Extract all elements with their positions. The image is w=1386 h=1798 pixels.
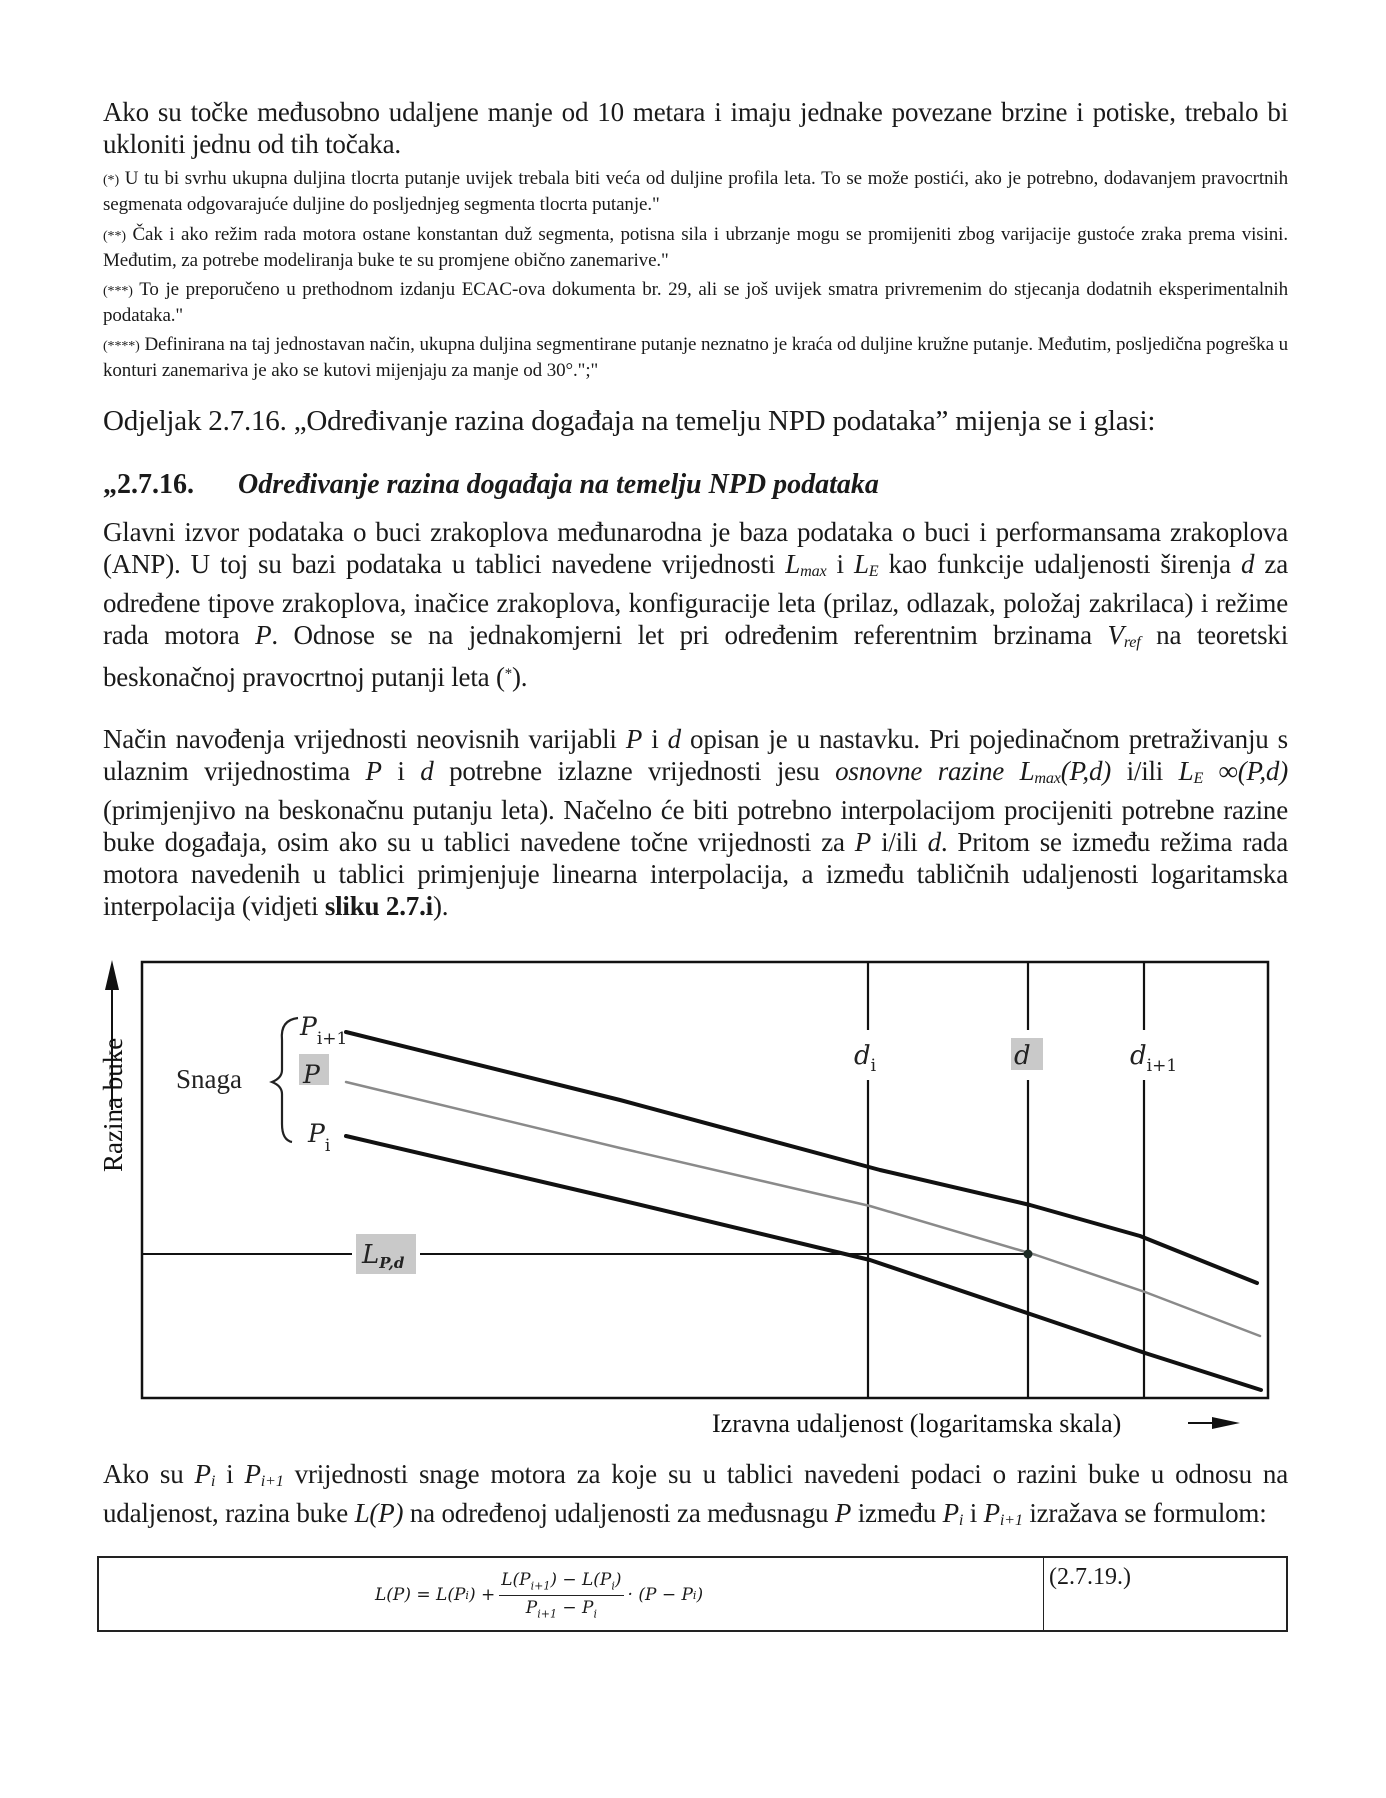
text-run: Ako su — [103, 1459, 195, 1489]
var-p: P — [834, 1498, 852, 1528]
text-run: između — [851, 1498, 943, 1528]
text-run: i/ili — [871, 827, 928, 857]
text-run: (primjenjivo na beskonačnu putanju leta). Načelno će biti potrebno interpolacijom procijeniti potrebne razine buke događaja, osim ako su u tablici navedene točne vrijednosti za — [103, 795, 1288, 857]
text-run: izražava se formulom: — [1022, 1498, 1267, 1528]
footnote-text: To je preporučeno u prethodnom izdanju ECAC-ova dokumenta br. 29, ali se još uvijek smatra privremenim do stjecanja dodatnih eksperimentalnih podataka." — [103, 279, 1288, 326]
var-sub: max — [1034, 769, 1061, 787]
var-d: d — [667, 724, 681, 754]
table-divider — [1043, 1558, 1044, 1630]
text-run-italic: osnovne razine — [835, 756, 1020, 786]
text-run: i — [826, 549, 854, 579]
formula-sub: i+1 — [530, 1579, 551, 1593]
figure-reference: sliku 2.7.i — [324, 891, 433, 921]
text-run: . Odnose se na jednakomjerni let pri određenim referentnim brzinama — [271, 620, 1108, 650]
formula-sub: i — [593, 1606, 597, 1620]
fraction-denominator — [526, 1596, 597, 1620]
var-sub: ref — [1123, 633, 1141, 651]
text-run: ). — [432, 891, 449, 921]
footnote-marker: (***) — [103, 284, 133, 299]
formula-part: ) − L(P — [550, 1570, 612, 1591]
text-run: ). — [512, 662, 528, 692]
footnote-marker: (*) — [103, 173, 120, 188]
var-d: d — [927, 827, 941, 857]
footnote-marker: (**) — [103, 229, 126, 244]
svg-text:di: $d_i$ — [854, 1041, 877, 1076]
footnote-text: U tu bi svrhu ukupna duljina tlocrta putanje uvijek trebala biti veća od duljine profila leta. To se može postići, ako je potrebno, dodavanjem pravocrtnih segmenata odgovarajuće duljine do posljednjeg segmenta tlocrta putanje." — [103, 168, 1288, 215]
var-sub: E — [1193, 769, 1204, 787]
footnote-text: Čak i ako režim rada motora ostane konstantan duž segmenta, potisna sila i ubrzanje mogu se promijeniti zbog varijacije gustoće zraka prema visini. Međutim, za potrebe modeliranja buke te su promjene obično zanemarive." — [103, 224, 1288, 271]
text-run: i — [381, 756, 421, 786]
footnote-text: Definirana na taj jednostavan način, ukupna duljina segmentirane putanje neznatno je kraća od duljine kružne putanje. Međutim, posljedična pogreška u konturi zanemariva je ako se kutovi mijenjaju za manje od 30°.";" — [103, 334, 1288, 381]
formula-table — [97, 1556, 1288, 1632]
formula-part: L(P) = L(P — [375, 1585, 466, 1605]
var-d: d — [1241, 549, 1255, 579]
formula-part: ) — [696, 1585, 704, 1605]
text-run: na teoretski beskonačnoj pravocrtnoj putanji leta ( — [103, 620, 1288, 692]
svg-text:Pi+1: $P_{i+1}$ — [300, 1012, 348, 1049]
svg-text:P: P — [303, 1060, 320, 1089]
footnote-marker: (****) — [103, 339, 140, 354]
var-le: L — [1178, 756, 1194, 786]
var-sub: max — [800, 562, 827, 580]
var-args: ∞(P,d) — [1203, 756, 1289, 786]
var-sub: i+1 — [999, 1511, 1023, 1529]
var-vref: V — [1107, 620, 1124, 650]
var-sub: E — [868, 562, 879, 580]
var-pi: P — [194, 1459, 211, 1489]
formula-sub: i — [611, 1579, 615, 1593]
section-title: Određivanje razina događaja na temelju NPD podataka — [238, 469, 879, 500]
var-p: P — [365, 756, 382, 786]
svg-text:Pi: $P_i$ — [308, 1119, 331, 1156]
svg-text:Snaga: Snaga — [176, 1064, 242, 1094]
text-run: vrijednosti snage motora za koje su u tablici navedeni podaci o razini buke u odnosu na udaljenost, razina buke — [103, 1459, 1289, 1528]
var-pi: P — [942, 1498, 959, 1528]
var-p: P — [625, 724, 643, 754]
text-run: i — [642, 724, 668, 754]
section-number: „2.7.16. — [103, 469, 194, 500]
formula-part: ) — [614, 1570, 622, 1591]
formula-part: L(P — [501, 1570, 531, 1591]
formula-fraction — [499, 1570, 623, 1620]
intro-text: Ako su točke međusobno udaljene manje od 10 metara i imaju jednake povezane brzine i potiske, trebalo bi ukloniti jednu od tih točaka. — [103, 97, 1288, 159]
text-run: opisan je u nastavku. Pri pojedinačnom pretraživanju s ulaznim vrijednostima — [103, 724, 1288, 786]
var-p: P — [854, 827, 872, 857]
formula-sub: i+1 — [537, 1606, 557, 1620]
equation-number: (2.7.19.) — [1049, 1564, 1131, 1590]
var-lp: L(P) — [354, 1498, 404, 1528]
x-axis-label: Izravna udaljenost (logaritamska skala) — [712, 1409, 1122, 1438]
power-curves — [346, 1032, 1261, 1390]
formula-sub: i — [692, 1588, 697, 1602]
text-run: Način navođenja vrijednosti neovisnih varijabli — [103, 724, 626, 754]
amendment-text: Odjeljak 2.7.16. „Određivanje razina događaja na temelju NPD podataka” mijenja se i glasi: — [103, 405, 1156, 437]
formula-part: ) + — [468, 1585, 496, 1605]
formula-part: − P — [556, 1597, 594, 1618]
text-run: i/ili — [1111, 756, 1179, 786]
var-p: P — [255, 620, 272, 650]
var-args: (P,d) — [1060, 756, 1112, 786]
text-run: kao funkcije udaljenosti širenja — [878, 549, 1242, 579]
y-axis-label: Razina buke — [98, 1037, 128, 1172]
power-legend — [176, 1012, 347, 1156]
text-run: i — [215, 1459, 245, 1489]
svg-text:LP,d: LP,d — [362, 1240, 405, 1272]
text-run: Glavni izvor podataka o buci zrakoplova međunarodna je baza podataka o buci i performansama zrakoplova (ANP). U toj su bazi podataka u tablici navedene vrijednosti — [103, 517, 1288, 579]
formula-sub: i — [465, 1588, 469, 1602]
formula-2-7-19 — [375, 1562, 703, 1628]
footnote-ref: * — [504, 666, 512, 682]
text-run: i — [963, 1498, 984, 1528]
paragraph-power-interpolation — [103, 1458, 1288, 1536]
fraction-numerator — [499, 1570, 623, 1595]
formula-part: P — [525, 1597, 538, 1618]
var-le: L — [853, 549, 869, 579]
text-run: na određenoj udaljenosti za međusnagu — [403, 1498, 835, 1528]
var-d: d — [420, 756, 434, 786]
text-run: . Pritom se između režima rada motora navedenih u tablici primjenjuje linearna interpolacija, a između tabličnih udaljenosti logaritamska interpolacija (vidjeti — [103, 827, 1288, 921]
var-sub: i+1 — [260, 1472, 284, 1490]
formula-part: · (P − P — [627, 1585, 693, 1605]
text-run: potrebne izlazne vrijednosti jesu — [433, 756, 836, 786]
var-sub: i — [958, 1511, 964, 1529]
svg-text:d: d — [1014, 1041, 1031, 1071]
x-axis-arrow-icon — [1188, 1417, 1240, 1429]
distance-markers — [854, 962, 1177, 1398]
var-lmax: L — [1019, 756, 1035, 786]
svg-text:di+1: $d_{i+1}$ — [1130, 1041, 1178, 1076]
var-sub: i — [210, 1472, 216, 1490]
var-lmax: L — [785, 549, 801, 579]
var-pi1: P — [244, 1459, 261, 1489]
var-pi1: P — [983, 1498, 1000, 1528]
text-run: za određene tipove zrakoplova, inačice zrakoplova, konfiguracije leta (prilaz, odlazak, položaj zakrilaca) i režime rada motora — [103, 549, 1288, 650]
